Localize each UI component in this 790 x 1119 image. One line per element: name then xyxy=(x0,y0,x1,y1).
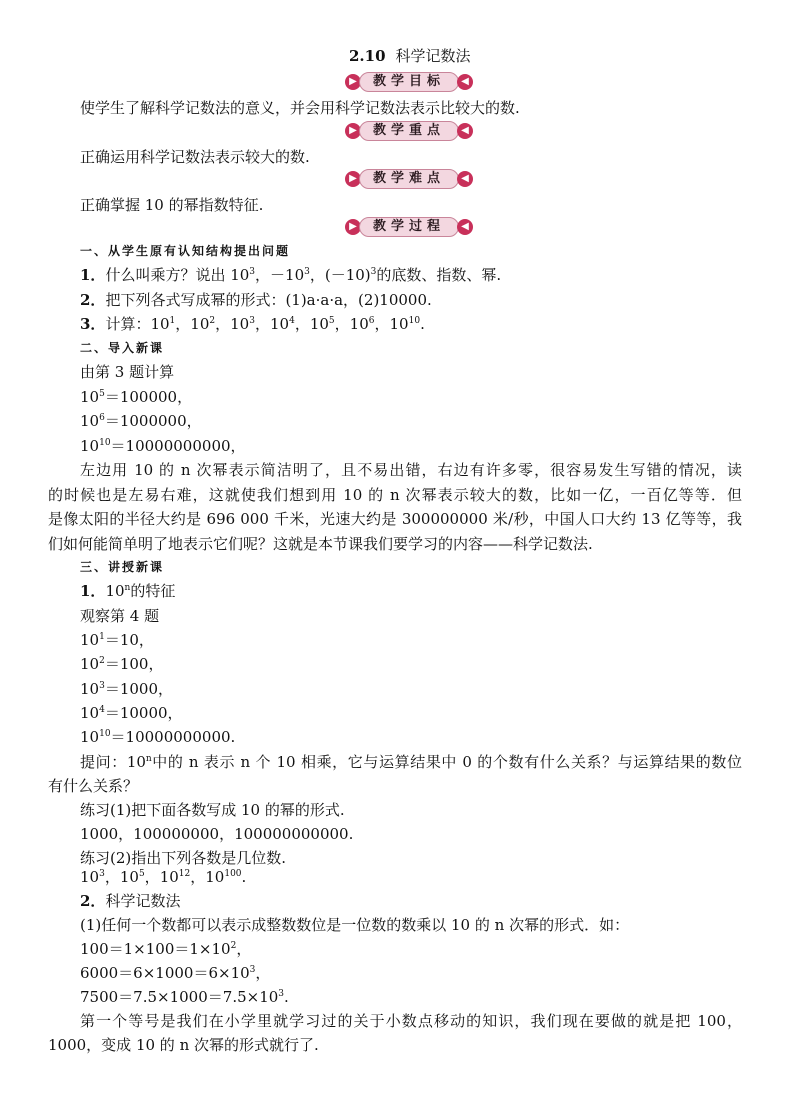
power-exponent: 10 xyxy=(408,316,421,326)
power-exponent: 6 xyxy=(368,316,375,326)
power-base: 10 xyxy=(389,315,409,333)
arrow-right-icon: ▶ xyxy=(345,219,361,235)
key-points-text: 正确运用科学记数法表示较大的数. xyxy=(80,148,310,166)
equation: $10^6=1000000$， xyxy=(80,412,202,430)
power-exponent: 2 xyxy=(209,316,216,326)
subheading-2: 2．科学记数法 xyxy=(80,892,181,910)
banner-label: 教学难点 xyxy=(372,171,445,186)
equation: $10^4=10000$， xyxy=(80,704,183,722)
equation: $10^3=1000$， xyxy=(80,680,174,698)
arrow-left-icon: ◀ xyxy=(457,171,473,187)
equation: $10^1=10$， xyxy=(80,631,154,649)
banner-label: 教学过程 xyxy=(372,219,445,234)
question-line: 有什么关系？ xyxy=(48,777,139,795)
paragraph-line: 是像太阳的半径大约是 696 000 千米，光速大约是 300000000 米/秒，中国人口大约 13 亿等等，我 xyxy=(48,510,742,528)
question-3: 3．计算：$10^1$，$10^2$，$10^3$，$10^4$，$10^5$，$10^6$，$10^{10}$. xyxy=(80,315,425,333)
arrow-right-icon: ▶ xyxy=(345,123,361,139)
banner-key-points xyxy=(345,121,473,141)
power-exponent: 4 xyxy=(289,316,295,326)
power-base: 10 xyxy=(190,315,210,333)
difficulties-text: 正确掌握 10 的幂指数特征. xyxy=(80,196,264,214)
equation: $10^{10}=10000000000$. xyxy=(80,728,236,746)
power-base: 10 xyxy=(150,315,170,333)
power-list: $10^1$，$10^2$，$10^3$，$10^4$，$10^5$，$10^6$，$10^{10}$ xyxy=(150,315,421,333)
equation: $10^{10}=10000000000$， xyxy=(80,437,246,455)
exercise-2: 练习(2)指出下列各数是几位数. xyxy=(80,849,287,867)
equation: $10^2=100$， xyxy=(80,655,164,673)
paragraph-line: 们如何能简单明了地表示它们呢？这就是本节课我们要学习的内容——科学记数法. xyxy=(48,535,593,553)
observe-line: 观察第 4 题 xyxy=(80,607,160,625)
exercise-1-numbers: 1000，100000000，100000000000. xyxy=(80,825,354,843)
arrow-left-icon: ◀ xyxy=(457,123,473,139)
banner-label: 教学目标 xyxy=(372,74,445,89)
power-exponent: 5 xyxy=(328,316,335,326)
lesson-name: 科学记数法 xyxy=(395,47,471,65)
arrow-right-icon: ▶ xyxy=(345,171,361,187)
banner-objectives xyxy=(345,72,473,92)
lesson-number: 2.10 xyxy=(349,47,386,65)
example-equation: $6000=6\times 1000=6\times 10^3$， xyxy=(80,964,271,982)
power-base: 10 xyxy=(309,315,329,333)
banner-difficulties xyxy=(345,169,473,189)
objectives-text: 使学生了解科学记数法的意义，并会用科学记数法表示比较大的数. xyxy=(80,99,520,117)
example-equation: $7500=7.5\times 1000=7.5\times 10^3$. xyxy=(80,988,289,1006)
paragraph-line: 第一个等号是我们在小学里就学习过的关于小数点移动的知识，我们现在要做的就是把 100， xyxy=(80,1012,742,1030)
rule-line: (1)任何一个数都可以表示成整数数位是一位数的数乘以 10 的 n 次幂的形式．如： xyxy=(80,916,630,934)
exercise-2-items: $10^3$，$10^5$，$10^{12}$，$10^{100}$. xyxy=(80,868,247,886)
arrow-left-icon: ◀ xyxy=(457,74,473,90)
section-heading-1: 一、从学生原有认知结构提出问题 xyxy=(80,244,291,258)
question-2: 2．把下列各式写成幂的形式：(1)a·a·a，(2)10000. xyxy=(80,291,432,309)
example-equation: $100=1\times 100=1\times 10^2$， xyxy=(80,940,252,958)
paragraph-line: 的时候也是左易右难，这就使我们想到用 10 的 n 次幂表示较大的数，比如一亿，一百亿等等．但 xyxy=(48,486,742,504)
lesson-title xyxy=(349,46,471,66)
power-base: 10 xyxy=(230,315,250,333)
power-base: 10 xyxy=(269,315,290,333)
subheading-1: 1．10$^n$的特征 xyxy=(80,582,176,600)
power-exponent: 1 xyxy=(169,316,176,326)
paragraph-line: 1000，变成 10 的 n 次幂的形式就行了. xyxy=(48,1036,319,1054)
exercise-1: 练习(1)把下面各数写成 10 的幂的形式. xyxy=(80,801,345,819)
question-line: 提问：10$^n$中的 n 表示 n 个 10 相乘，它与运算结果中 0 的个数有什么关系？与运算结果的数位 xyxy=(80,753,742,771)
section-heading-3: 三、讲授新课 xyxy=(80,560,165,574)
equation: $10^5=100000$， xyxy=(80,388,193,406)
question-1: 1．什么叫乘方？说出 $10^3$，$-10^3$，$(-10)^3$的底数、指数、幂. xyxy=(80,266,502,284)
banner-label: 教学重点 xyxy=(372,123,445,138)
arrow-left-icon: ◀ xyxy=(457,219,473,235)
paragraph-line: 左边用 10 的 n 次幂表示简洁明了，且不易出错，右边有许多零，很容易发生写错的情况，读 xyxy=(80,461,742,479)
intro-line: 由第 3 题计算 xyxy=(80,363,175,381)
section-heading-2: 二、导入新课 xyxy=(80,341,165,355)
arrow-right-icon: ▶ xyxy=(345,74,361,90)
banner-process xyxy=(345,217,473,237)
power-exponent: 3 xyxy=(249,316,255,326)
power-base: 10 xyxy=(349,315,369,333)
